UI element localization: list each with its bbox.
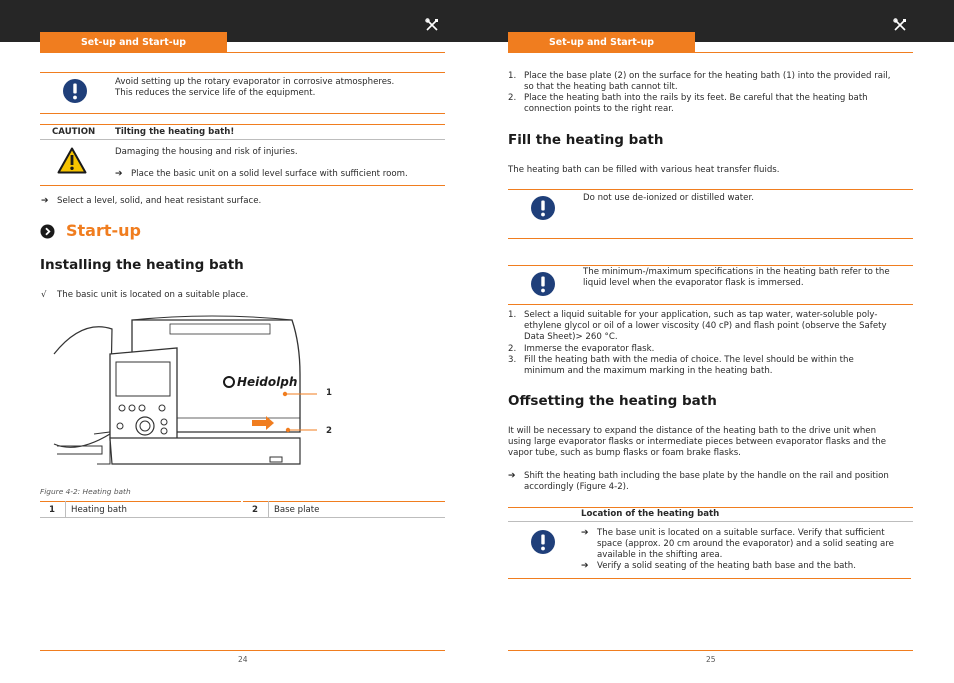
fill-intro: The heating bath can be filled with various heat transfer fluids. bbox=[508, 165, 780, 175]
notice-bottom-rule bbox=[40, 113, 445, 114]
step-number: 2. bbox=[508, 344, 517, 354]
notice-top-rule bbox=[508, 507, 913, 508]
notice-bottom-rule bbox=[508, 304, 913, 305]
brand-logo: Heidolph bbox=[237, 375, 298, 389]
arrow-icon: ➔ bbox=[508, 471, 516, 481]
legend-label-2: Base plate bbox=[274, 505, 320, 515]
legend-divider bbox=[268, 501, 269, 517]
info-exclamation-icon bbox=[530, 529, 556, 555]
step-text: connection points to the right rear. bbox=[524, 104, 674, 114]
step-text: so that the heating bath cannot tilt. bbox=[524, 82, 678, 92]
step-text: ethylene glycol or oil of a lower viscosity (40 cP) and flash point (observe the Safety bbox=[524, 321, 887, 331]
warning-triangle-icon bbox=[57, 147, 87, 174]
wrench-screwdriver-icon bbox=[425, 18, 439, 32]
check-icon: √ bbox=[41, 290, 47, 300]
callout-1: 1 bbox=[326, 388, 332, 398]
legend-divider bbox=[65, 501, 66, 517]
caution-top-rule bbox=[40, 124, 445, 125]
notice-line-2: This reduces the service life of the equipment. bbox=[115, 88, 316, 98]
step-text: minimum and the maximum marking in the heating bath. bbox=[524, 366, 773, 376]
fill-heading: Fill the heating bath bbox=[508, 132, 664, 148]
section-tab-left: Set-up and Start-up bbox=[40, 32, 227, 53]
step-text: Place the base plate (2) on the surface for the heating bath (1) into the provided rail, bbox=[524, 71, 891, 81]
arrow-icon: ➔ bbox=[115, 169, 123, 179]
info-exclamation-icon bbox=[62, 78, 88, 104]
subsection-title-installing: Installing the heating bath bbox=[40, 257, 244, 273]
callout-2: 2 bbox=[326, 426, 332, 436]
legend-label-1: Heating bath bbox=[71, 505, 127, 515]
tab-rule-left bbox=[227, 52, 445, 53]
offset-heading: Offsetting the heating bath bbox=[508, 393, 717, 409]
notice-spec-line-2: liquid level when the evaporator flask is immersed. bbox=[583, 278, 804, 288]
step-number: 3. bbox=[508, 355, 517, 365]
step-select-surface: Select a level, solid, and heat resistant surface. bbox=[57, 196, 262, 206]
precondition-text: The basic unit is located on a suitable place. bbox=[57, 290, 249, 300]
tab-rule-right bbox=[695, 52, 913, 53]
location-action-2: Verify a solid seating of the heating bath base and the bath. bbox=[597, 561, 856, 571]
notice-top-rule bbox=[40, 72, 445, 73]
step-number: 2. bbox=[508, 93, 517, 103]
step-text: Immerse the evaporator flask. bbox=[524, 344, 655, 354]
info-exclamation-icon bbox=[530, 271, 556, 297]
arrow-icon: ➔ bbox=[581, 528, 589, 538]
notice-bottom-rule bbox=[508, 238, 913, 239]
notice-bottom-rule bbox=[508, 578, 911, 579]
wrench-screwdriver-icon bbox=[893, 18, 907, 32]
offset-text: It will be necessary to expand the distance of the heating bath to the drive unit when bbox=[508, 426, 877, 436]
step-text: Fill the heating bath with the media of choice. The level should be within the bbox=[524, 355, 854, 365]
info-exclamation-icon bbox=[530, 195, 556, 221]
location-title: Location of the heating bath bbox=[581, 509, 720, 519]
offset-action: Shift the heating bath including the base plate by the handle on the rail and position bbox=[524, 471, 889, 481]
legend-num-1: 1 bbox=[49, 505, 55, 515]
arrow-icon: ➔ bbox=[581, 561, 589, 571]
caution-title-rule bbox=[40, 139, 445, 140]
step-text: Data Sheet)> 260 °C. bbox=[524, 332, 618, 342]
page-number-left: 24 bbox=[238, 655, 248, 664]
legend-rule-bottom bbox=[40, 517, 445, 518]
offset-text: using large evaporator flasks or intermediate pieces between evaporator flasks and the bbox=[508, 437, 887, 447]
step-number: 1. bbox=[508, 71, 517, 81]
step-text: Select a liquid suitable for your application, such as tap water, water-soluble poly- bbox=[524, 310, 878, 320]
step-number: 1. bbox=[508, 310, 517, 320]
section-tab-right: Set-up and Start-up bbox=[508, 32, 695, 53]
footer-rule-left bbox=[40, 650, 445, 651]
location-action-1: available in the shifting area. bbox=[597, 550, 723, 560]
section-bullet-icon bbox=[40, 224, 55, 239]
section-title-start-up: Start-up bbox=[66, 221, 141, 240]
step-text: Place the heating bath into the rails by its feet. Be careful that the heating bath bbox=[524, 93, 868, 103]
offset-action: accordingly (Figure 4-2). bbox=[524, 482, 629, 492]
notice-top-rule bbox=[508, 189, 913, 190]
arrow-icon: ➔ bbox=[41, 196, 49, 206]
notice-top-rule bbox=[508, 265, 913, 266]
heating-bath-illustration bbox=[52, 314, 352, 469]
caution-action: Place the basic unit on a solid level surface with sufficient room. bbox=[131, 169, 408, 179]
page-number-right: 25 bbox=[706, 655, 716, 664]
caution-label: CAUTION bbox=[52, 127, 96, 137]
offset-text: vapor tube, such as bump flasks or foam brake flasks. bbox=[508, 448, 741, 458]
footer-rule-right bbox=[508, 650, 913, 651]
legend-rule-top-right bbox=[243, 501, 445, 502]
notice-water: Do not use de-ionized or distilled water. bbox=[583, 193, 754, 203]
location-action-1: space (approx. 20 cm around the evaporator) and a solid seating are bbox=[597, 539, 894, 549]
caution-text: Damaging the housing and risk of injuries. bbox=[115, 147, 298, 157]
notice-spec-line-1: The minimum-/maximum specifications in the heating bath refer to the bbox=[583, 267, 890, 277]
location-action-1: The base unit is located on a suitable surface. Verify that sufficient bbox=[597, 528, 885, 538]
notice-line-1: Avoid setting up the rotary evaporator in corrosive atmospheres. bbox=[115, 77, 395, 87]
legend-rule-top-left bbox=[40, 501, 241, 502]
location-title-rule bbox=[508, 521, 913, 522]
figure-caption: Figure 4-2: Heating bath bbox=[40, 487, 131, 496]
caution-bottom-rule bbox=[40, 185, 445, 186]
caution-title: Tilting the heating bath! bbox=[115, 127, 235, 137]
legend-num-2: 2 bbox=[252, 505, 258, 515]
